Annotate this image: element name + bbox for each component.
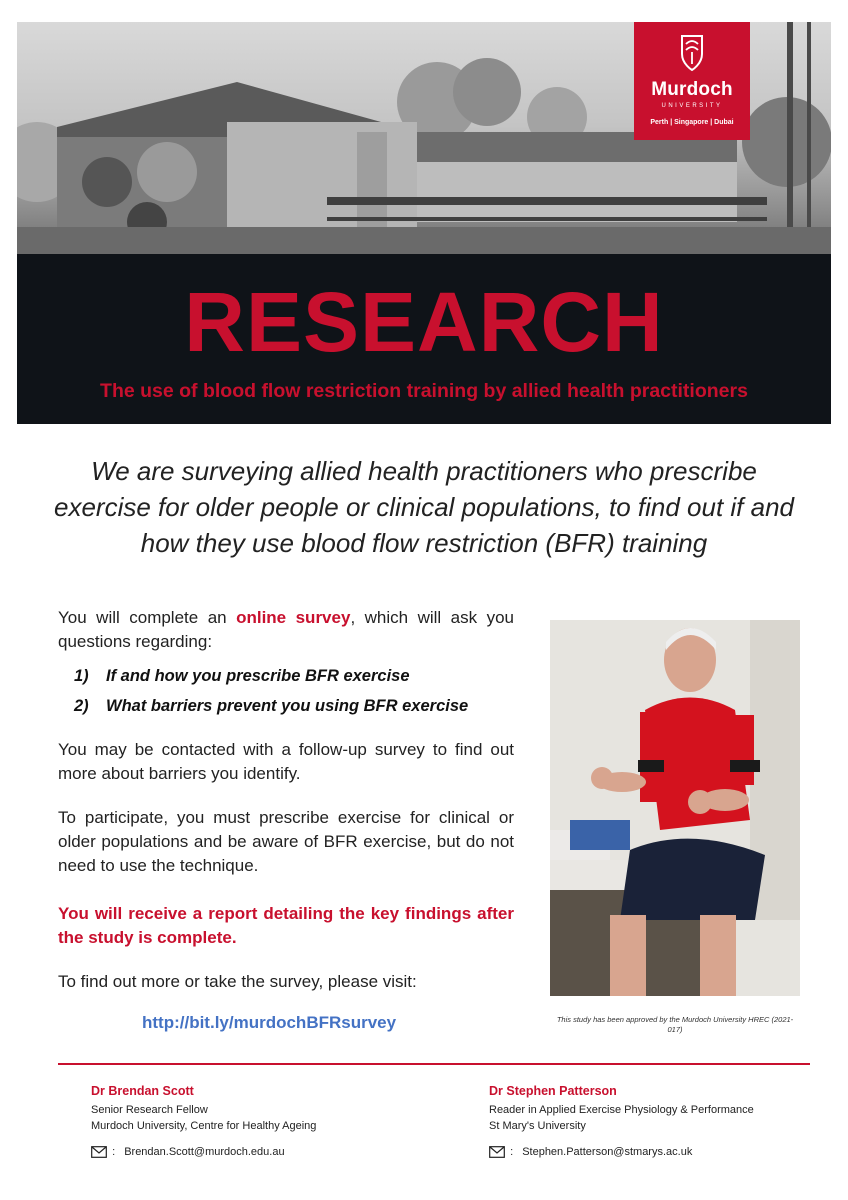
contact-name: Dr Stephen Patterson <box>489 1084 617 1098</box>
list-text: If and how you prescribe BFR exercise <box>106 667 410 685</box>
list-number: 2) <box>74 697 89 715</box>
paragraph-survey-before: You will complete an <box>58 608 237 627</box>
title-banner <box>17 254 831 424</box>
logo-name: Murdoch <box>651 79 733 100</box>
paragraph-survey <box>58 606 514 654</box>
paragraph-eligibility: To participate, you must prescribe exercise for clinical or older populations and be aware of BFR exercise, but do not need to use the technique. <box>58 808 514 875</box>
list-text: What barriers prevent you using BFR exercise <box>106 697 469 715</box>
question-list <box>74 661 514 721</box>
page-title: RESEARCH <box>184 275 664 369</box>
survey-link[interactable]: http://bit.ly/murdochBFRsurvey <box>142 1013 397 1032</box>
footer-divider <box>58 1063 810 1065</box>
contact-email[interactable]: Brendan.Scott@murdoch.edu.au <box>124 1146 285 1158</box>
contact-scott <box>91 1083 316 1160</box>
online-survey-highlight: online survey <box>236 608 351 627</box>
logo-locations: Perth | Singapore | Dubai <box>650 119 734 126</box>
contact-email[interactable]: Stephen.Patterson@stmarys.ac.uk <box>522 1146 693 1158</box>
list-number: 1) <box>74 667 89 685</box>
contact-email-row <box>91 1144 316 1160</box>
paragraph-visit: To find out more or take the survey, please visit: <box>58 972 417 991</box>
participant-photo <box>550 620 800 996</box>
contact-role: Reader in Applied Exercise Physiology & Performance <box>489 1104 754 1116</box>
email-separator: : <box>510 1146 514 1158</box>
contact-patterson <box>489 1083 754 1160</box>
photo-caption: This study has been approved by the Murdoch University HREC (2021-017) <box>556 1015 794 1034</box>
paragraph-survey-after: , which will ask you questions regarding: <box>58 608 514 651</box>
paragraph-follow-up: You may be contacted with a follow-up survey to find out more about barriers you identify. <box>58 740 514 783</box>
envelope-icon <box>489 1146 505 1158</box>
email-separator: : <box>112 1146 116 1158</box>
contact-org: St Mary's University <box>489 1120 586 1132</box>
paragraph-report: You will receive a report detailing the key findings after the study is complete. <box>58 904 514 947</box>
intro-text: We are surveying allied health practitioners who prescribe exercise for older people or clinical populations, to find out if and how they use blood flow restriction (BFR) training <box>54 456 794 558</box>
envelope-icon <box>91 1146 107 1158</box>
contact-role: Senior Research Fellow <box>91 1104 208 1116</box>
contact-name: Dr Brendan Scott <box>91 1084 194 1098</box>
contact-org: Murdoch University, Centre for Healthy Ageing <box>91 1120 317 1132</box>
crest-icon <box>680 34 704 72</box>
murdoch-university-logo <box>634 22 750 140</box>
contact-email-row <box>489 1144 754 1160</box>
logo-university: UNIVERSITY <box>661 103 723 109</box>
list-item <box>74 691 514 721</box>
list-item <box>74 661 514 691</box>
page-subtitle: The use of blood flow restriction training by allied health practitioners <box>100 380 748 402</box>
